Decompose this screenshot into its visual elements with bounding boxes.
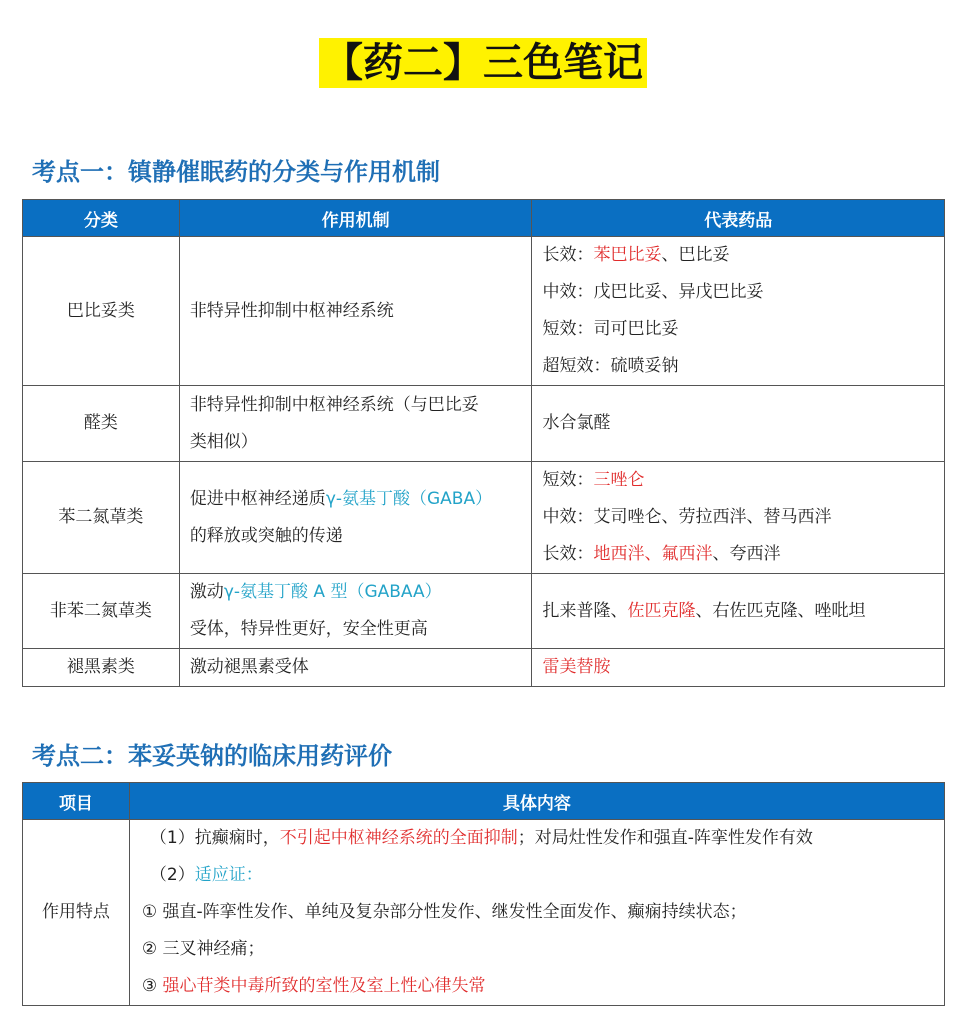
drug-label: 短效： — [542, 470, 594, 490]
highlighted-text: 适应证： — [194, 865, 263, 885]
header-item: 项目 — [23, 783, 130, 820]
mechanism-line — [190, 574, 532, 611]
drug-text: 、右佐匹克隆、唑吡坦 — [695, 600, 866, 621]
phenytoin-evaluation-table — [22, 782, 945, 1006]
header-category: 分类 — [23, 200, 180, 237]
highlighted-text: 强心苷类中毒所致的室性及室上性心律失常 — [162, 976, 486, 996]
drug-label: 长效： — [542, 544, 594, 564]
content-text: ③ — [141, 976, 163, 996]
table-row — [23, 820, 945, 1006]
content-text: （2） — [149, 865, 195, 885]
drugs-cell — [532, 462, 945, 574]
category-cell: 苯二氮䓬类 — [23, 462, 180, 574]
section1-heading: 考点一：镇静催眠药的分类与作用机制 — [32, 158, 440, 186]
table-header-row — [23, 783, 945, 820]
content-line: ① 强直-阵挛性发作、单纯及复杂部分性发作、继发性全面发作、癫痫持续状态； — [141, 902, 747, 922]
table-row — [23, 386, 945, 462]
content-text: （1）抗癫痫时， — [149, 828, 280, 848]
drug-text: 扎来普隆、 — [542, 600, 628, 621]
header-content: 具体内容 — [129, 783, 944, 820]
category-cell: 巴比妥类 — [23, 237, 180, 386]
mechanism-line: 非特异性抑制中枢神经系统（与巴比妥 — [189, 394, 479, 415]
drugs-cell: 水合氯醛 — [532, 386, 945, 462]
mechanism-line: 类相似） — [189, 431, 258, 452]
table-row — [23, 237, 945, 386]
table-header-row — [23, 200, 945, 237]
highlighted-drug: 佐匹克隆 — [627, 600, 696, 621]
sedative-classification-table — [22, 199, 945, 687]
table-row — [23, 649, 945, 687]
item-cell: 作用特点 — [23, 820, 130, 1006]
category-cell: 褪黑素类 — [23, 649, 180, 687]
mechanism-cell — [179, 462, 532, 574]
drug-line: 超短效：硫喷妥钠 — [542, 356, 679, 376]
drug-text: 、巴比妥 — [661, 245, 730, 265]
table-row — [23, 574, 945, 649]
highlighted-drug: 地西泮、氟西泮 — [593, 544, 713, 564]
highlighted-drug: 苯巴比妥 — [593, 245, 662, 265]
category-cell: 醛类 — [23, 386, 180, 462]
content-line — [142, 820, 944, 857]
page-title: 【药二】三色笔记 — [319, 38, 647, 88]
mechanism-text: 促进中枢神经递质 — [189, 488, 326, 509]
section2-heading: 考点二：苯妥英钠的临床用药评价 — [32, 742, 392, 770]
drug-text: 、夸西泮 — [712, 544, 781, 564]
content-line — [142, 857, 944, 894]
header-drugs: 代表药品 — [532, 200, 945, 237]
mechanism-cell: 非特异性抑制中枢神经系统 — [179, 237, 532, 386]
category-cell: 非苯二氮䓬类 — [23, 574, 180, 649]
table-row — [23, 462, 945, 574]
drugs-cell — [532, 574, 945, 649]
drugs-cell: 雷美替胺 — [532, 649, 945, 687]
drug-line — [542, 536, 944, 573]
mechanism-line: 的释放或突触的传递 — [189, 525, 343, 546]
header-mechanism: 作用机制 — [179, 200, 532, 237]
content-line — [142, 968, 944, 1005]
content-text: ；对局灶性发作和强直-阵挛性发作有效 — [517, 828, 813, 848]
highlighted-term: γ-氨基丁酸（GABA） — [325, 488, 493, 509]
highlighted-term: γ-氨基丁酸 A 型（GABAA） — [223, 582, 442, 602]
mechanism-line: 受体，特异性更好，安全性更高 — [189, 619, 428, 639]
mechanism-cell: 激动褪黑素受体 — [179, 649, 532, 687]
highlighted-drug: 三唑仑 — [593, 470, 645, 490]
mechanism-text: 激动 — [189, 582, 224, 602]
drugs-cell — [532, 237, 945, 386]
mechanism-cell — [179, 386, 532, 462]
drug-line: 中效：戊巴比妥、异戊巴比妥 — [542, 282, 764, 302]
mechanism-cell — [179, 574, 532, 649]
content-line: ② 三叉神经痛； — [141, 939, 265, 959]
highlighted-text: 不引起中枢神经系统的全面抑制 — [279, 828, 518, 848]
drug-line — [542, 237, 944, 274]
drug-line: 短效：司可巴比妥 — [542, 319, 679, 339]
drug-line: 中效：艾司唑仑、劳拉西泮、替马西泮 — [542, 507, 832, 527]
content-cell — [129, 820, 944, 1006]
mechanism-line — [190, 481, 532, 518]
title-wrap — [0, 38, 966, 88]
drug-label: 长效： — [542, 245, 594, 265]
drug-line — [542, 462, 944, 499]
